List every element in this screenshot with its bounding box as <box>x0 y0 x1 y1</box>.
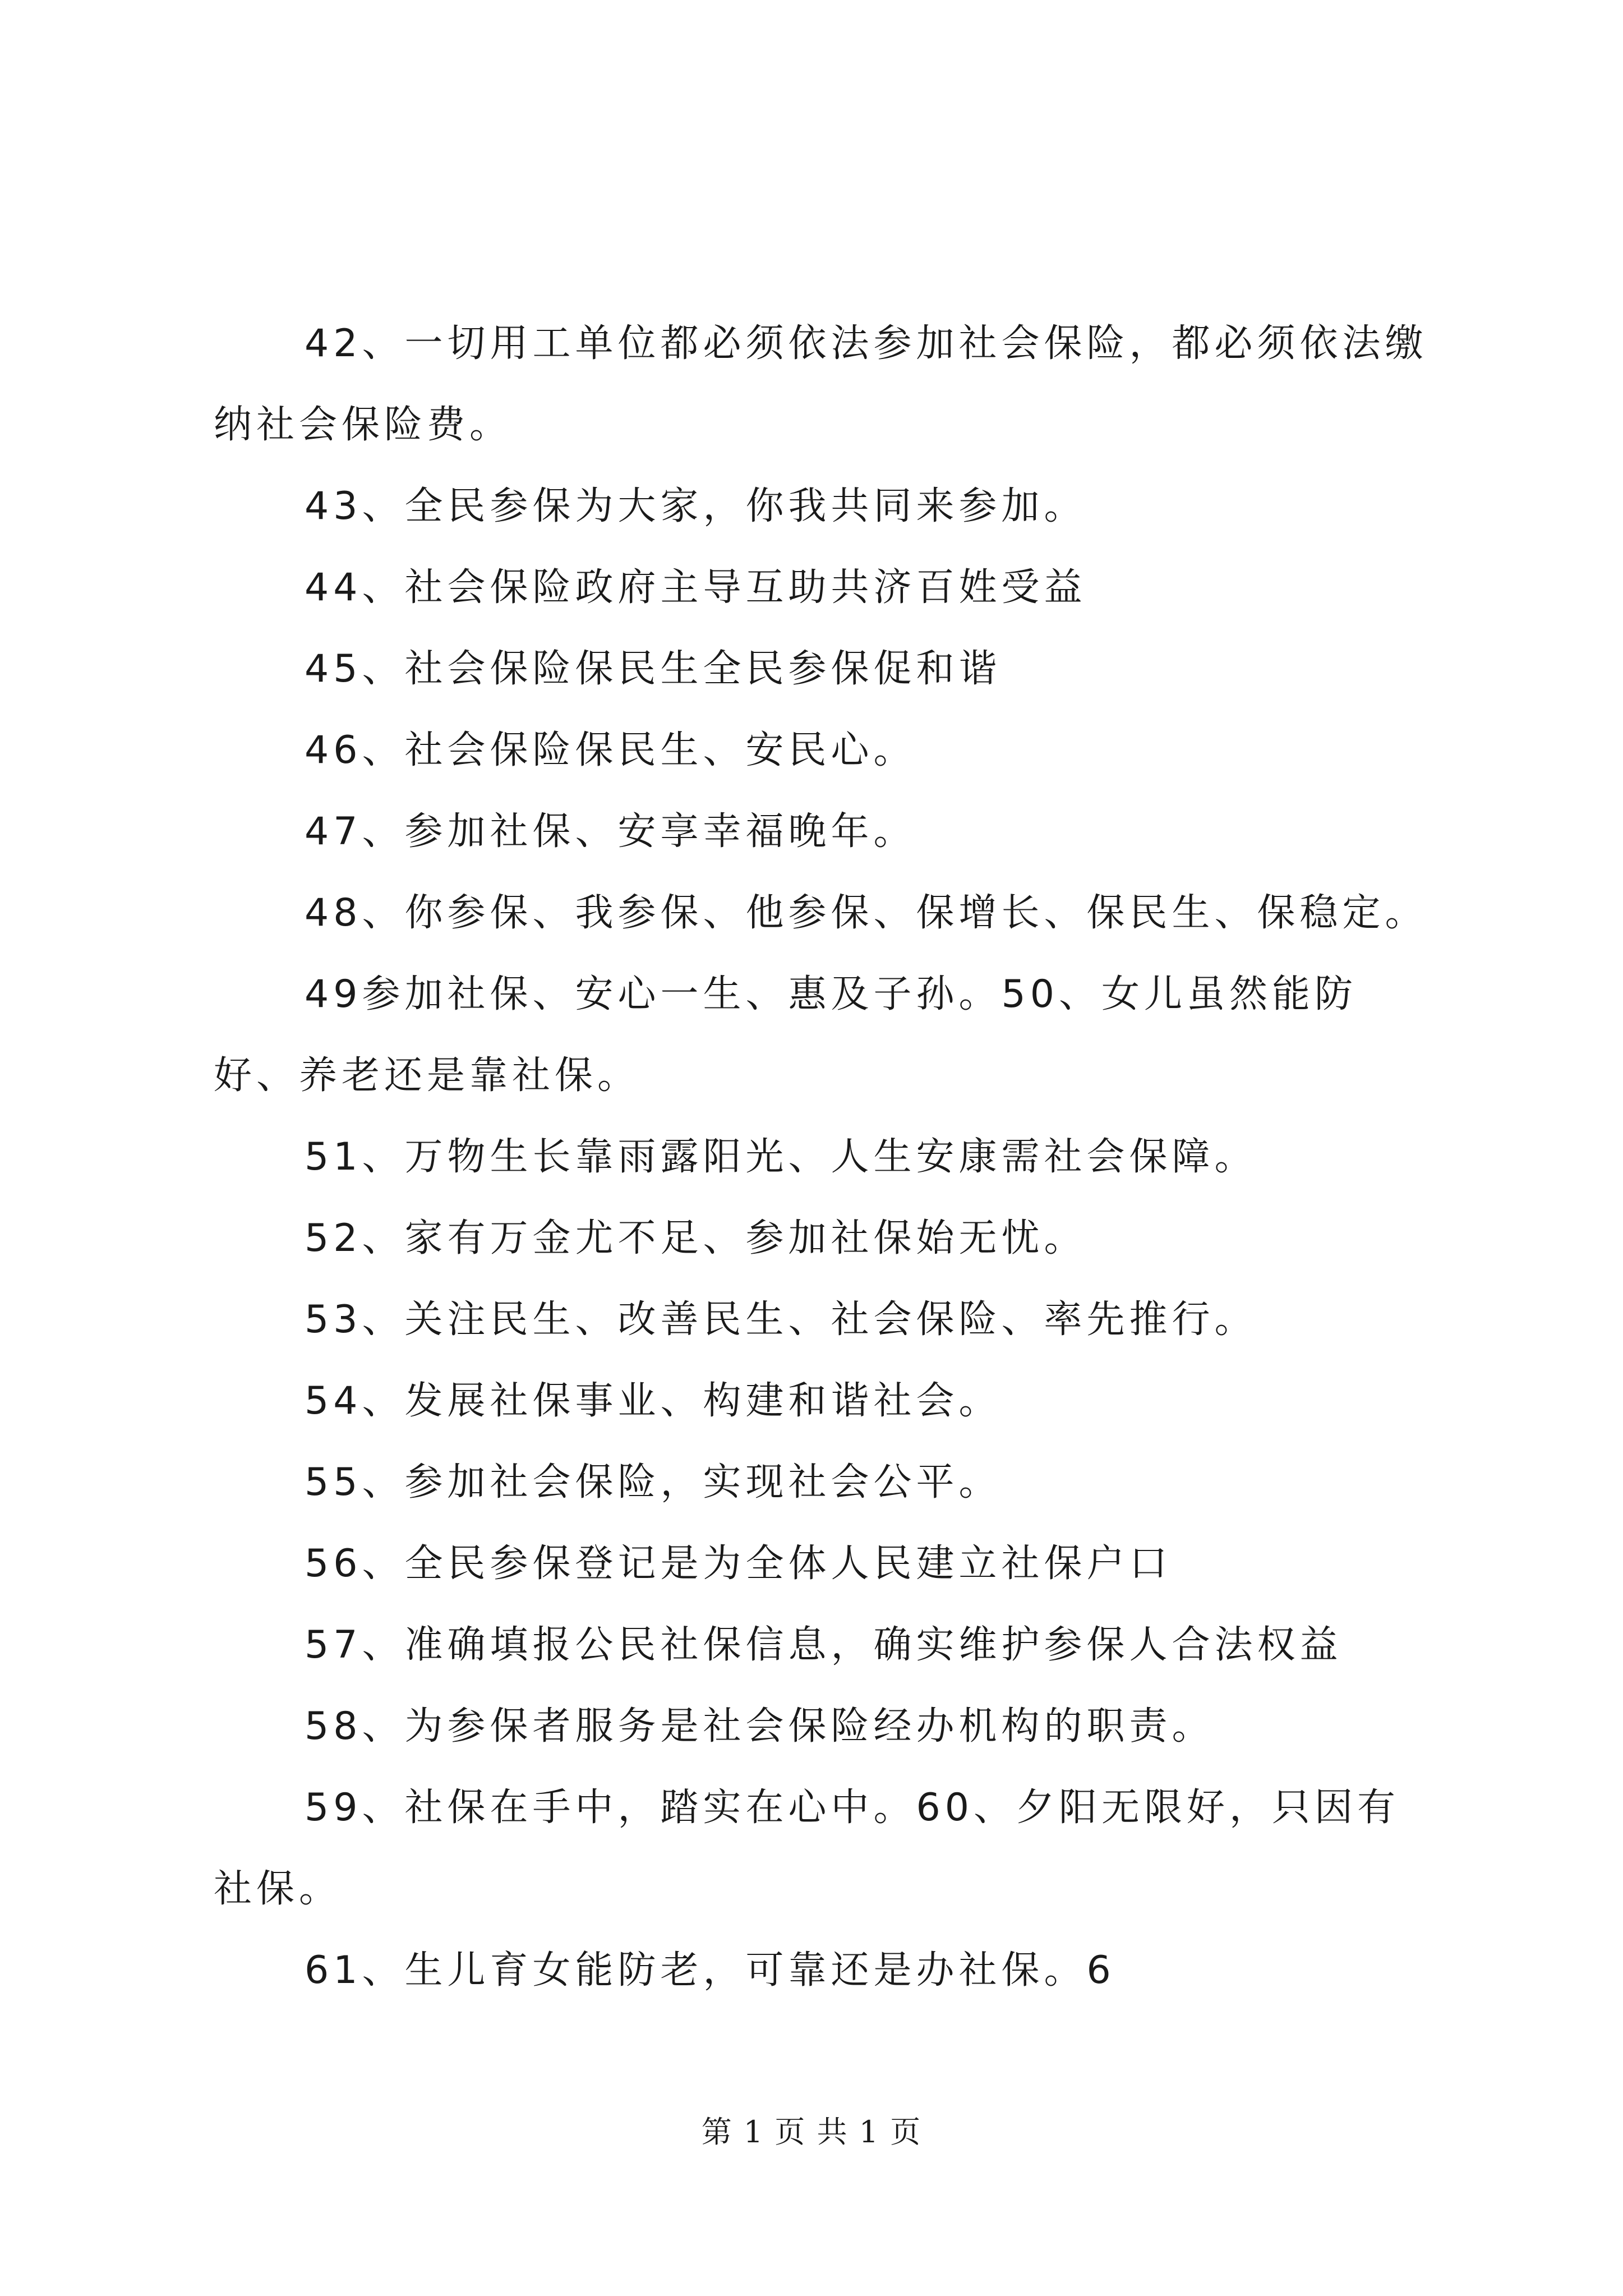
document-body <box>214 303 1436 2011</box>
paragraph-42: 42、一切用工单位都必须依法参加社会保险，都必须依法缴纳社会保险费。 <box>214 321 1428 447</box>
paragraph-44: 44、社会保险政府主导互助共济百姓受益 <box>305 565 1087 610</box>
paragraph-56: 56、全民参保登记是为全体人民建立社保户口 <box>305 1542 1172 1586</box>
paragraph-46: 46、社会保险保民生、安民心。 <box>305 728 916 772</box>
paragraph-54: 54、发展社保事业、构建和谐社会。 <box>305 1379 1002 1423</box>
paragraph-48: 48、你参保、我参保、他参保、保增长、保民生、保稳定。 <box>305 891 1428 935</box>
paragraph-52: 52、家有万金尤不足、参加社保始无忧。 <box>305 1216 1087 1260</box>
paragraph-47: 47、参加社保、安享幸福晚年。 <box>305 809 916 854</box>
paragraph-53: 53、关注民生、改善民生、社会保险、率先推行。 <box>305 1297 1257 1342</box>
paragraph-55: 55、参加社会保险，实现社会公平。 <box>305 1460 1002 1504</box>
page-footer: 第 1 页 共 1 页 <box>701 2114 922 2150</box>
paragraph-61: 61、生儿育女能防老，可靠还是办社保。6 <box>305 1948 1115 1993</box>
paragraph-51: 51、万物生长靠雨露阳光、人生安康需社会保障。 <box>305 1135 1257 1179</box>
paragraph-43: 43、全民参保为大家，你我共同来参加。 <box>305 484 1087 528</box>
paragraph-58: 58、为参保者服务是社会保险经办机构的职责。 <box>305 1704 1215 1749</box>
paragraph-49-50: 49参加社保、安心一生、惠及子孙。50、女儿虽然能防好、养老还是靠社保。 <box>214 972 1358 1098</box>
paragraph-59-60: 59、社保在手中，踏实在心中。60、夕阳无限好，只因有社保。 <box>214 1786 1400 1911</box>
paragraph-57: 57、准确填报公民社保信息，确实维护参保人合法权益 <box>305 1623 1343 1667</box>
paragraph-45: 45、社会保险保民生全民参保促和谐 <box>305 647 1002 691</box>
